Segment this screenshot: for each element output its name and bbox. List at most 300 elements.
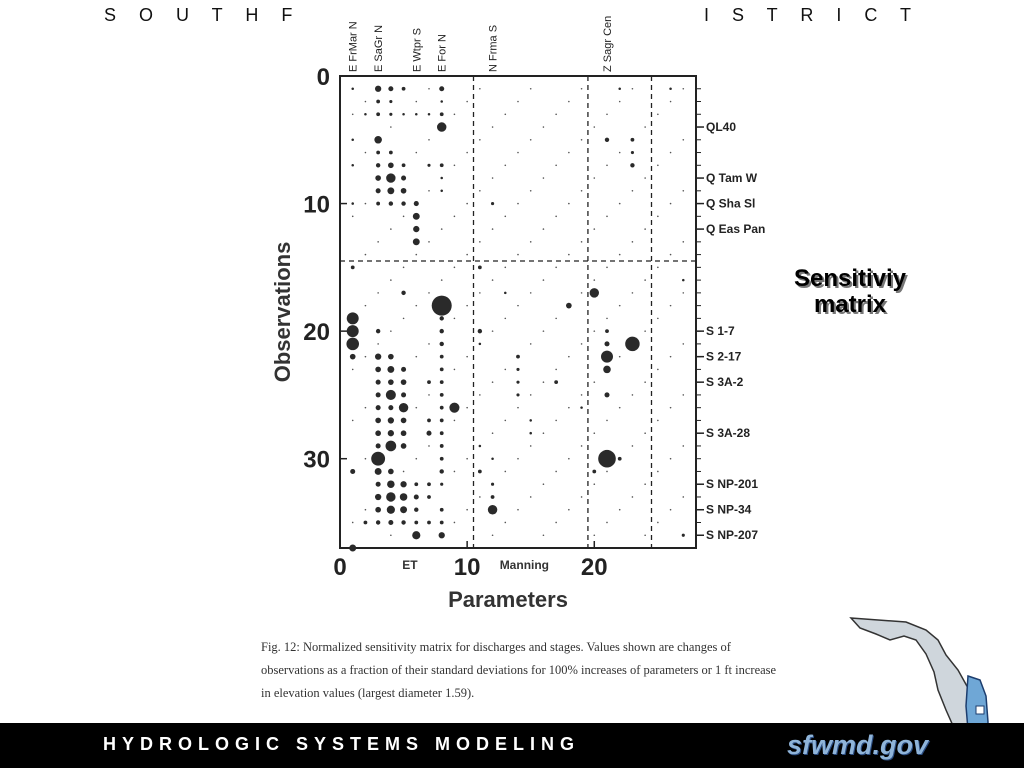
data-point [388,417,394,423]
grid-dot [619,305,621,307]
data-point [376,100,380,104]
grid-dot [466,203,468,205]
data-point [376,392,381,397]
grid-dot [517,407,519,409]
data-point [440,329,444,333]
grid-dot [581,139,583,141]
grid-dot [543,483,545,485]
grid-dot [543,381,545,383]
right-label-4: S 1-7 [706,324,735,339]
grid-dot [428,241,430,243]
grid-dot [504,369,506,371]
grid-dot [403,318,405,320]
data-point [388,520,393,525]
grid-dot [682,139,684,141]
data-point [414,494,419,499]
header-left-text: S O U T H F [104,5,302,25]
bottom-label-1: Manning [499,558,550,572]
data-point [554,380,558,384]
grid-dot [644,534,646,536]
grid-dot [365,254,367,256]
data-point [618,87,621,90]
grid-dot [657,369,659,371]
grid-dot [555,113,557,115]
data-point [491,495,495,499]
grid-dot [568,509,570,511]
plot-frame [340,76,696,548]
grid-dot [479,496,481,498]
data-point [440,483,443,486]
data-point [440,380,444,384]
x-tick-label-1: 10 [453,554,481,581]
data-point [440,521,444,525]
grid-dot [504,318,506,320]
data-point [401,291,405,295]
data-point [401,379,407,385]
grid-dot [568,254,570,256]
data-point [488,505,497,514]
grid-dot [492,279,494,281]
grid-dot [568,203,570,205]
data-point [440,444,444,448]
grid-dot [466,152,468,154]
slide-title [770,266,930,318]
grid-dot [454,318,456,320]
data-point [440,100,443,103]
grid-dot [581,190,583,192]
data-point [364,521,368,525]
data-point [376,163,380,167]
data-point [478,470,482,474]
grid-dot [670,254,672,256]
grid-dot [657,471,659,473]
data-point [414,201,419,206]
data-point [350,354,356,360]
data-point [376,405,381,410]
grid-dot [428,343,430,345]
data-point [491,483,494,486]
sensitivity-chart [240,0,766,625]
data-point [388,430,394,436]
grid-dot [428,88,430,90]
grid-dot [682,292,684,294]
data-point [376,380,381,385]
data-point [440,177,443,180]
data-point [388,379,394,385]
data-point [402,113,405,116]
grid-dot [390,228,392,230]
grid-dot [517,203,519,205]
data-point [387,480,395,488]
data-point [401,430,407,436]
data-point [374,136,382,144]
data-point [386,173,395,182]
grid-dot [568,407,570,409]
data-point [376,443,381,448]
data-point [375,430,381,436]
grid-dot [530,445,532,447]
data-point [376,202,380,206]
grid-dot [390,126,392,128]
grid-dot [682,496,684,498]
grid-dot [466,407,468,409]
grid-dot [619,152,621,154]
grid-dot [428,190,430,192]
data-point [388,354,394,360]
grid-dot [365,305,367,307]
grid-dot [670,305,672,307]
data-point [402,163,406,167]
grid-dot [606,164,608,166]
grid-dot [670,509,672,511]
grid-dot [365,509,367,511]
grid-dot [504,113,506,115]
right-label-2: Q Sha Sl [706,196,756,211]
grid-dot [543,177,545,179]
right-label-10: S NP-207 [706,528,759,543]
grid-dot [415,356,417,358]
grid-dot [479,190,481,192]
grid-dot [670,152,672,154]
grid-dot [517,254,519,256]
data-point [347,325,359,337]
data-point [682,534,685,537]
grid-dot [670,407,672,409]
data-point [376,520,380,524]
grid-dot [555,318,557,320]
data-point [439,86,444,91]
grid-dot [403,267,405,269]
grid-dot [657,522,659,524]
data-point [605,329,609,333]
data-point [350,469,355,474]
grid-dot [352,216,354,218]
y-tick-label-1: 10 [303,191,330,219]
data-point [347,312,359,324]
data-point [440,355,444,359]
grid-dot [581,343,583,345]
right-label-3: Q Eas Pan [706,222,766,237]
grid-dot [530,343,532,345]
grid-dot [632,292,634,294]
data-point [351,202,354,205]
data-point [604,392,609,397]
grid-dot [441,228,443,230]
grid-dot [670,356,672,358]
grid-dot [543,228,545,230]
grid-dot [543,534,545,536]
right-label-8: S NP-201 [706,477,759,492]
grid-dot [492,177,494,179]
data-point [440,163,444,167]
grid-dot [466,509,468,511]
data-point [386,441,397,452]
grid-dot [606,522,608,524]
data-point [387,187,394,194]
data-point [516,393,519,396]
grid-dot [415,305,417,307]
grid-dot [352,522,354,524]
data-point [401,392,406,397]
grid-dot [555,164,557,166]
data-point [439,532,445,538]
data-point [388,469,394,475]
data-point [351,164,354,167]
grid-dot [593,381,595,383]
grid-dot [670,101,672,103]
data-point [440,190,443,193]
data-point [440,457,444,461]
data-point [389,151,393,155]
grid-dot [657,216,659,218]
grid-dot [555,420,557,422]
data-point [669,87,672,90]
data-point [386,390,396,400]
grid-dot [644,432,646,434]
grid-dot [415,152,417,154]
data-point [440,469,444,473]
grid-dot [581,445,583,447]
grid-dot [415,101,417,103]
grid-dot [644,330,646,332]
grid-dot [632,241,634,243]
grid-dot [657,420,659,422]
grid-dot [581,496,583,498]
grid-dot [428,292,430,294]
grid-dot [568,458,570,460]
grid-dot [555,369,557,371]
data-point [631,138,635,142]
data-point [478,329,482,333]
grid-dot [441,279,443,281]
grid-dot [377,241,379,243]
grid-dot [517,305,519,307]
grid-dot [492,126,494,128]
data-point [427,482,431,486]
data-point [389,201,393,205]
bottom-label-0: ET [402,558,418,572]
grid-dot [530,241,532,243]
grid-dot [390,534,392,536]
grid-dot [492,534,494,536]
data-point [388,162,394,168]
data-point [376,112,380,116]
right-label-9: S NP-34 [706,502,752,517]
data-point [388,405,393,410]
data-point [440,508,444,512]
grid-dot [682,343,684,345]
data-point [631,151,634,154]
y-tick-label-2: 20 [303,319,330,347]
grid-dot [593,228,595,230]
grid-dot [504,471,506,473]
data-point [440,406,444,410]
data-point [400,493,408,501]
right-label-5: S 2-17 [706,349,742,364]
grid-dot [682,190,684,192]
data-point [432,296,452,316]
data-point [413,226,419,232]
data-point [376,329,380,333]
grid-dot [504,164,506,166]
grid-dot [365,101,367,103]
sfwmd-logo[interactable]: sfwmd.gov [787,730,929,760]
data-point [401,520,405,524]
grid-dot [593,330,595,332]
grid-dot [492,432,494,434]
grid-dot [543,432,545,434]
data-point [427,495,431,499]
grid-dot [593,534,595,536]
grid-dot [377,292,379,294]
data-point [414,482,418,486]
top-label-5: Z Sagr Cen [602,15,614,72]
data-point [375,367,381,373]
grid-dot [517,101,519,103]
grid-dot [543,330,545,332]
grid-dot [543,126,545,128]
grid-dot [504,216,506,218]
data-point [603,366,611,374]
data-point [375,354,381,360]
data-point [427,521,431,525]
data-point [427,380,431,384]
data-point [440,368,444,372]
top-label-3: E For N [436,34,449,72]
data-point [351,139,354,142]
grid-dot [619,203,621,205]
top-label-0: E FrMar N [347,21,360,72]
right-label-1: Q Tam W [706,171,758,186]
data-point [349,545,356,552]
data-point [440,393,444,397]
grid-dot [517,152,519,154]
grid-dot [517,509,519,511]
grid-dot [390,279,392,281]
grid-dot [644,381,646,383]
grid-dot [365,458,367,460]
grid-dot [606,113,608,115]
data-point [376,482,381,487]
y-tick-label-0: 0 [316,64,330,91]
grid-dot [415,407,417,409]
grid-dot [632,394,634,396]
data-point [566,303,572,309]
data-point [516,381,519,384]
data-point [375,468,382,475]
grid-dot [466,101,468,103]
data-point [386,492,395,501]
grid-dot [454,267,456,269]
grid-dot [682,241,684,243]
grid-dot [644,279,646,281]
grid-dot [593,483,595,485]
grid-dot [670,203,672,205]
data-point [601,351,613,363]
grid-dot [365,203,367,205]
grid-dot [492,330,494,332]
grid-dot [415,254,417,256]
data-point [426,431,431,436]
data-point [516,368,519,371]
footer-bar [0,723,1024,768]
data-point [414,521,418,525]
data-point [592,470,596,474]
grid-dot [530,394,532,396]
data-point [412,531,420,539]
data-point [401,176,406,181]
data-point [413,213,420,220]
grid-dot [454,369,456,371]
data-point [440,419,444,423]
grid-dot [657,164,659,166]
data-point [376,151,380,155]
grid-dot [593,279,595,281]
grid-dot [632,496,634,498]
grid-dot [682,88,684,90]
figure-caption: Fig. 12: Normalized sensitivity matrix for discharges and stages. Values shown are changes of observations as a fraction of their standard deviations for 100% increases of parameters or 1 ft increase in elevation values (largest diameter 1.59). [261,640,777,700]
slide-title-line1: Sensitiviy [793,265,907,292]
grid-dot [492,381,494,383]
grid-dot [390,330,392,332]
grid-dot [492,228,494,230]
grid-dot [593,432,595,434]
grid-dot [644,483,646,485]
grid-dot [581,88,583,90]
grid-dot [479,292,481,294]
grid-dot [530,139,532,141]
grid-dot [377,343,379,345]
grid-dot [568,356,570,358]
data-point [605,138,609,142]
grid-dot [530,190,532,192]
right-label-0: QL40 [706,120,737,135]
top-label-1: E SaGr N [373,24,386,72]
data-point [351,87,354,90]
data-point [478,265,482,269]
grid-dot [555,267,557,269]
data-point [580,406,583,409]
grid-dot [606,318,608,320]
data-point [401,201,405,205]
data-point [414,508,418,512]
data-point [427,164,430,167]
grid-dot [517,458,519,460]
grid-dot [479,241,481,243]
grid-dot [657,318,659,320]
header-right-text: I S T R I C T [703,5,920,25]
grid-dot [593,126,595,128]
x-tick-label-2: 20 [580,554,608,581]
data-point [529,432,532,435]
grid-dot [606,267,608,269]
grid-dot [670,458,672,460]
grid-dot [530,88,532,90]
y-tick-label-3: 30 [303,446,330,474]
footer-title: HYDROLOGIC SYSTEMS MODELING [103,734,581,754]
top-label-4: N Frma S [487,24,500,72]
grid-dot [504,420,506,422]
grid-dot [619,356,621,358]
grid-dot [365,407,367,409]
data-point [401,188,407,194]
data-point [440,112,444,116]
data-point [400,506,407,513]
grid-dot [352,369,354,371]
grid-dot [581,292,583,294]
grid-dot [479,139,481,141]
grid-dot [555,471,557,473]
